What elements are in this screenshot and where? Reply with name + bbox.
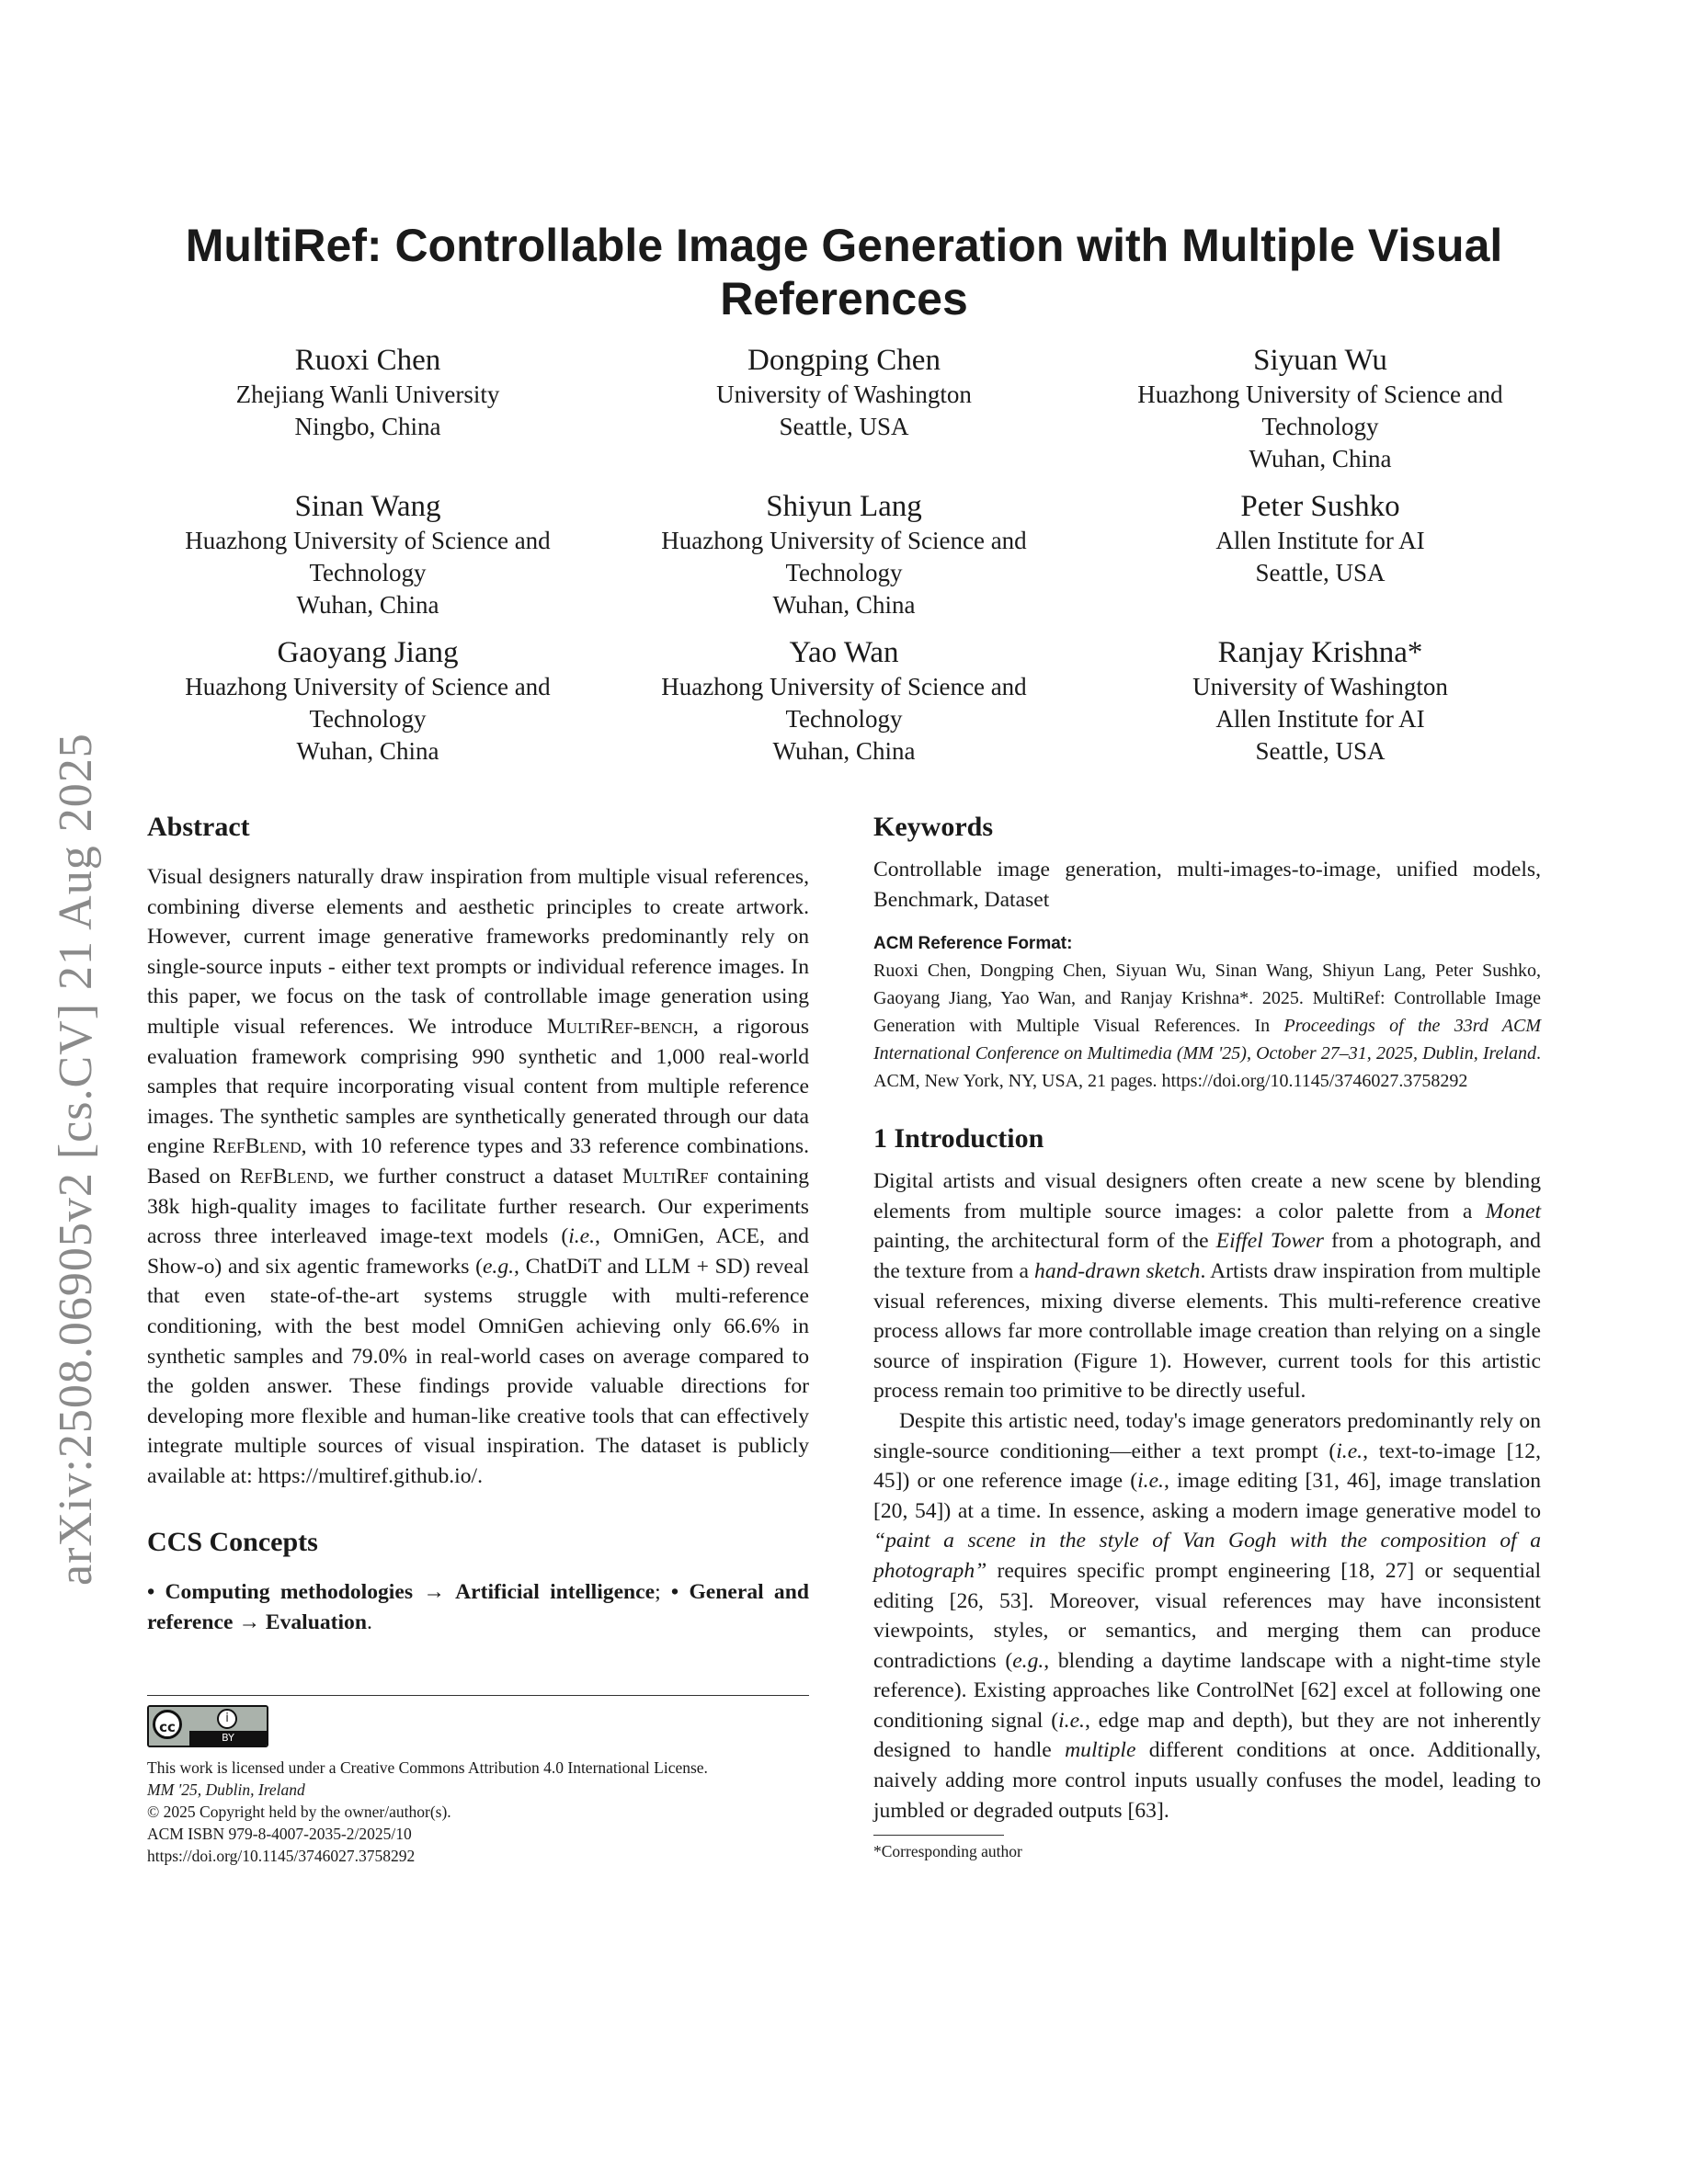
author-name: Ruoxi Chen — [294, 344, 441, 377]
author — [1100, 342, 1541, 475]
author-affiliation: Zhejiang Wanli University — [235, 381, 500, 408]
license-divider — [147, 1695, 809, 1696]
footnote-divider — [873, 1835, 1004, 1836]
author — [623, 342, 1065, 475]
author-name: Sinan Wang — [294, 490, 441, 523]
ccs-concepts: • Computing methodologies → Artificial intelligence; • General and reference → Evaluation. — [147, 1580, 809, 1635]
author-affiliation: Seattle, USA — [1255, 737, 1386, 765]
author-affiliation: Allen Institute for AI — [1215, 705, 1425, 733]
author-name: Siyuan Wu — [1253, 344, 1387, 377]
author-name: Peter Sushko — [1240, 490, 1400, 523]
author — [147, 634, 588, 768]
author-affiliation: Seattle, USA — [779, 413, 909, 440]
author-affiliation: Wuhan, China — [772, 591, 916, 619]
author-affiliation: Wuhan, China — [296, 591, 439, 619]
author-affiliation: Technology — [309, 559, 427, 586]
left-column — [147, 809, 809, 1867]
dataset-name: MultiRef — [622, 1164, 709, 1189]
intro-paragraph-2: Despite this artistic need, today's image generators predominantly rely on single-source conditioning—either a text prompt (i.e., text-to-image [12, 45]) or one reference image (i.e., image editing [31, 46], image translation [20, 54]) at a time. In essence, asking a modern image generative model to “paint a scene in the style of Van Gogh with the composition of a photograph” requires specific prompt engineering [18, 27] or sequential editing [26, 53]. Moreover, visual references may have inconsistent viewpoints, styles, or semantics, and merging them can produce contradictions (e.g., blending a daytime landscape with a night-time style reference). Existing approaches like ControlNet [62] excel at following one conditioning signal (i.e., edge map and depth), but they are not inherently designed to handle multiple different conditions at once. Additionally, naively adding more control inputs usually confuses the model, leading to jumbled or degraded outputs [63]. — [873, 1408, 1542, 1823]
engine-name: RefBlend — [212, 1134, 302, 1159]
keywords-text: Controllable image generation, multi-images-to-image, unified models, Benchmark, Dataset — [873, 858, 1541, 912]
bench-name: MultiRef-bench — [546, 1014, 693, 1039]
author-affiliation: Huazhong University of Science and — [185, 527, 551, 554]
abstract-text: Visual designers naturally draw inspiration from multiple visual references, combining diverse elements and aesthetic principles to create artwork. However, current image generative frameworks predominantly rely on single-source inputs - either text prompts or individual reference images. In this paper, we focus on the task of controllable image generation using multiple visual references. We introduce MultiRef-bench, a rigorous evaluation framework comprising 990 synthetic and 1,000 real-world samples that require incorporating visual content from multiple reference images. The synthetic samples are synthetically generated through our data engine RefBlend, with 10 reference types and 33 reference combinations. Based on RefBlend, we further construct a dataset MultiRef containing 38k high-quality images to facilitate further research. Our experiments across three interleaved image-text models (i.e., OmniGen, ACE, and Show-o) and six agentic frameworks (e.g., ChatDiT and LLM + SD) reveal that even state-of-the-art systems struggle with multi-reference conditioning, with the best model OmniGen achieving only 66.6% in synthetic samples and 79.0% in real-world cases on average compared to the golden answer. These findings provide valuable directions for developing more flexible and human-like creative tools that can effectively integrate multiple sources of visual inspiration. The dataset is publicly available at: https://multiref.github.io/. — [147, 865, 809, 1488]
intro-paragraph-1: Digital artists and visual designers often create a new scene by blending elements from multiple source images: a color palette from a Monet painting, the architectural form of the Eiffel Tower from a photograph, and the texture from a hand-drawn sketch. Artists draw inspiration from multiple visual references, mixing diverse elements. This multi-reference creative process allows far more controllable image creation than relying on a single source of inspiration (Figure 1). However, current tools for this artistic process remain too primitive to be directly useful. — [873, 1169, 1541, 1404]
author-affiliation: Huazhong University of Science and — [185, 673, 551, 700]
cc-by-license-icon — [147, 1705, 268, 1747]
author-affiliation: Technology — [309, 705, 427, 733]
author-row — [147, 342, 1541, 475]
acm-reference-text: Ruoxi Chen, Dongping Chen, Siyuan Wu, Sinan Wang, Shiyun Lang, Peter Sushko, Gaoyang Jiang, Yao Wan, and Ranjay Krishna*. 2025. MultiRef: Controllable Image Generation with Multiple Visual References. In Proceedings of the 33rd ACM International Conference on Multimedia (MM '25), October 27–31, 2025, Dublin, Ireland. ACM, New York, NY, USA, 21 pages. https://doi.org/10.1145/3746027.3758292 — [873, 961, 1541, 1092]
right-column — [873, 809, 1541, 1863]
author-affiliation: Technology — [1261, 413, 1379, 440]
keywords-heading: Keywords — [873, 812, 993, 842]
author — [1100, 634, 1541, 768]
author — [1100, 488, 1541, 621]
author-name: Dongping Chen — [747, 344, 941, 377]
author-row — [147, 488, 1541, 621]
author-block — [147, 342, 1541, 780]
acm-reference-heading: ACM Reference Format: — [873, 934, 1073, 954]
by-label: BY — [189, 1731, 267, 1746]
author-affiliation: University of Washington — [716, 381, 972, 408]
author-name: Shiyun Lang — [766, 490, 922, 523]
author-name: Yao Wan — [789, 636, 899, 669]
author-name: Gaoyang Jiang — [277, 636, 459, 669]
author-name: Ranjay Krishna* — [1217, 636, 1423, 669]
arxiv-identifier: arXiv:2508.06905v2 [cs.CV] 21 Aug 2025 — [50, 733, 102, 1586]
abstract-heading: Abstract — [147, 812, 250, 842]
footnote: *Corresponding author — [873, 1842, 1022, 1861]
author — [623, 634, 1065, 768]
author-affiliation: Wuhan, China — [772, 737, 916, 765]
author-affiliation: Huazhong University of Science and — [661, 527, 1027, 554]
author-row — [147, 634, 1541, 768]
ccs-heading: CCS Concepts — [147, 1527, 318, 1558]
author-affiliation: Technology — [785, 705, 903, 733]
paper-title: MultiRef: Controllable Image Generation with Multiple Visual References — [185, 220, 1503, 324]
author-affiliation: Allen Institute for AI — [1215, 527, 1425, 554]
author-affiliation: Technology — [785, 559, 903, 586]
cc-icon: cc — [153, 1710, 182, 1739]
author — [623, 488, 1065, 621]
author — [147, 342, 588, 475]
author-affiliation: Wuhan, China — [296, 737, 439, 765]
author-affiliation: Wuhan, China — [1249, 445, 1392, 472]
author-affiliation: University of Washington — [1192, 673, 1448, 700]
author-affiliation: Ningbo, China — [294, 413, 441, 440]
author — [147, 488, 588, 621]
introduction-heading: 1 Introduction — [873, 1123, 1044, 1155]
person-icon: i — [217, 1709, 237, 1729]
author-affiliation: Seattle, USA — [1255, 559, 1386, 586]
license-text: This work is licensed under a Creative Commons Attribution 4.0 International License. MM '25, Dublin, Ireland © 2025 Copyright held by the owner/author(s). ACM ISBN 979-8-4007-2035-2/2025/10 https://doi.org/10.1145/3746027.3758292 — [147, 1757, 708, 1865]
author-affiliation: Huazhong University of Science and — [661, 673, 1027, 700]
author-affiliation: Huazhong University of Science and — [1137, 381, 1503, 408]
